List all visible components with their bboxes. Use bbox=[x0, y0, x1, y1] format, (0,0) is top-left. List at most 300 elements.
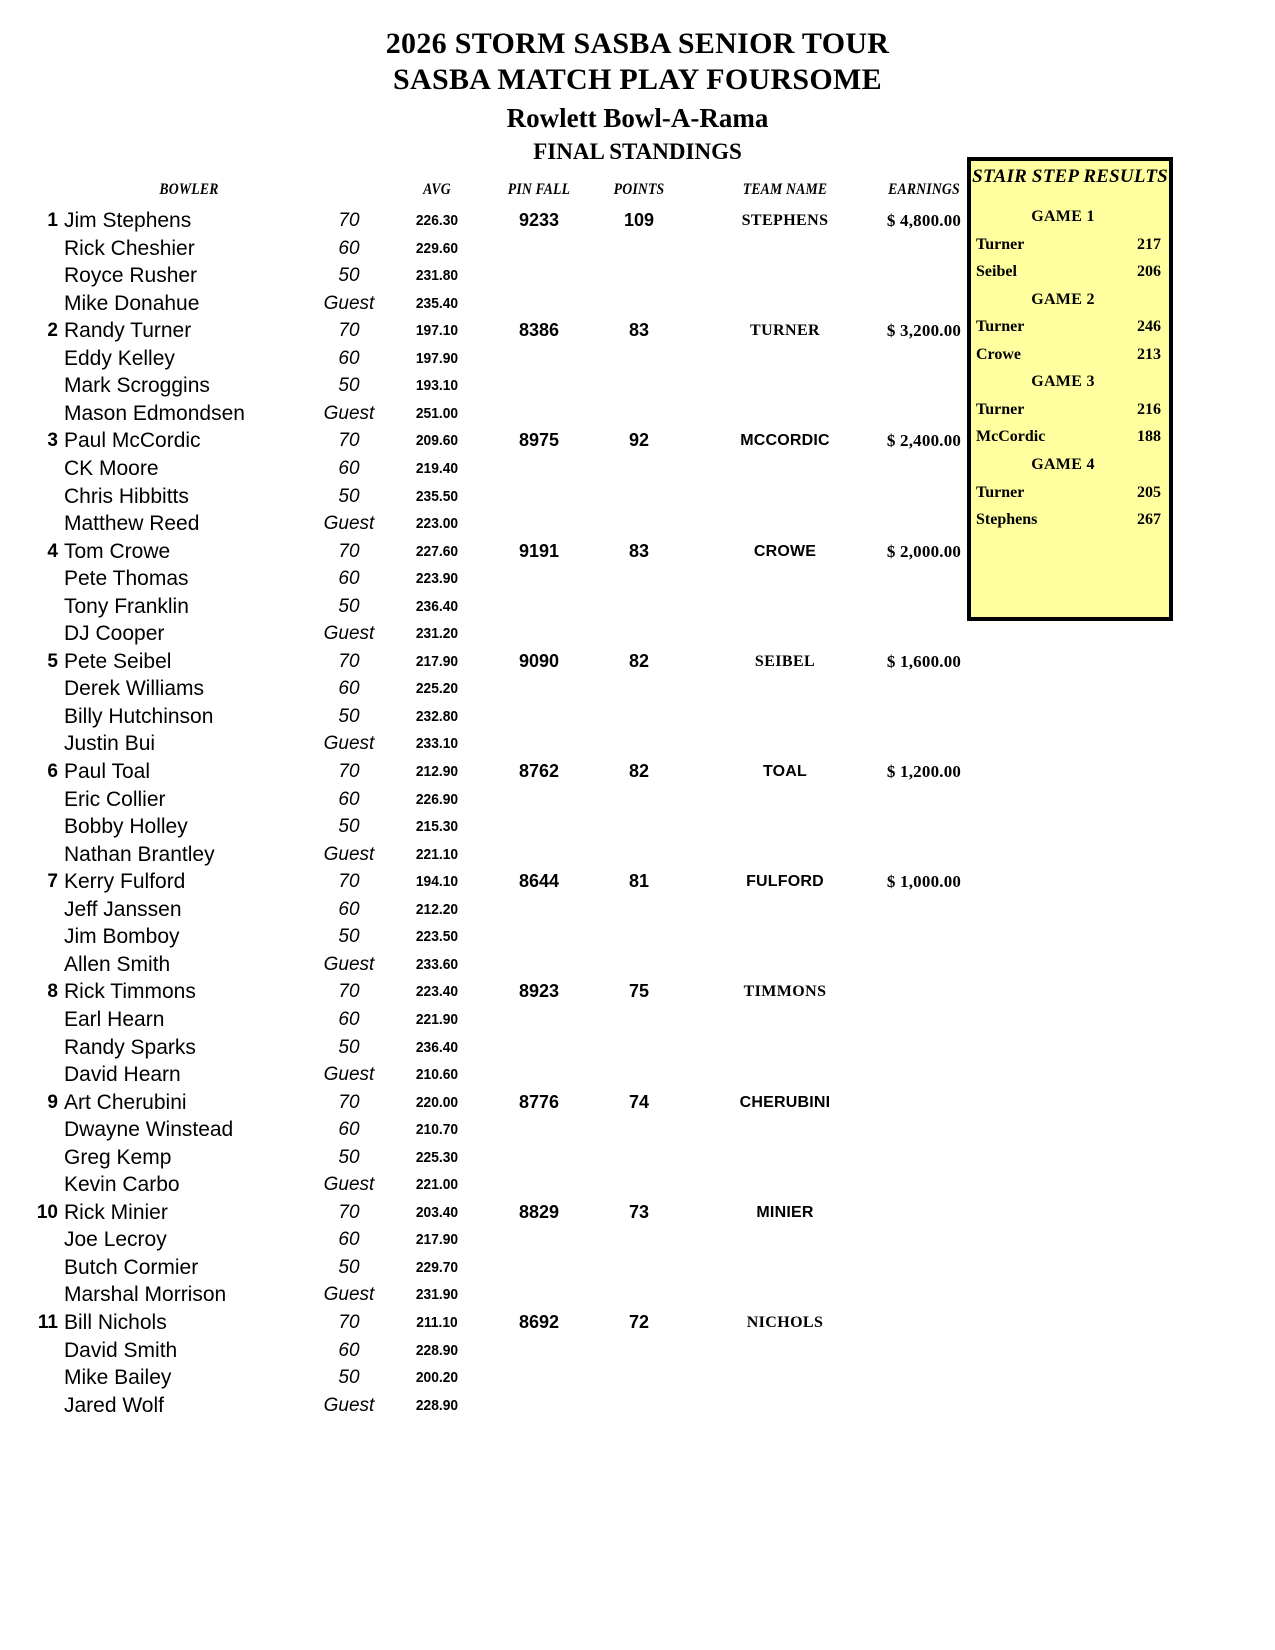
table-row bbox=[0, 620, 1275, 648]
stair-step-team-name: Seibel bbox=[976, 263, 1017, 281]
row-points bbox=[598, 1144, 680, 1172]
row-pin-fall bbox=[498, 483, 580, 511]
row-bowler-name: Chris Hibbitts bbox=[64, 484, 189, 508]
row-rank: 2 bbox=[47, 320, 58, 342]
row-average: 231.90 bbox=[415, 1286, 459, 1304]
row-average: 210.60 bbox=[415, 1066, 459, 1084]
row-bowler-name: Matthew Reed bbox=[64, 512, 200, 536]
stair-step-match-row bbox=[971, 423, 1169, 451]
row-avg-code: Guest bbox=[323, 1174, 375, 1196]
row-earnings bbox=[872, 235, 976, 263]
row-pin-fall bbox=[498, 1254, 580, 1282]
row-average: 225.30 bbox=[415, 1148, 459, 1166]
row-avg-code: 60 bbox=[338, 457, 360, 479]
row-bowler-name: Pete Seibel bbox=[64, 649, 172, 673]
row-earnings bbox=[872, 1006, 976, 1034]
row-team-name bbox=[700, 1144, 870, 1172]
row-pin-fall bbox=[498, 1171, 580, 1199]
row-avg-code: Guest bbox=[323, 623, 375, 645]
row-bowler-name: Derek Williams bbox=[64, 677, 205, 701]
row-average: 227.60 bbox=[415, 542, 459, 560]
row-average: 212.20 bbox=[415, 900, 459, 918]
row-points bbox=[598, 841, 680, 869]
row-team-name bbox=[700, 1061, 870, 1089]
row-average: 211.10 bbox=[416, 1314, 458, 1331]
row-pin-fall bbox=[498, 1281, 580, 1309]
row-bowler-name: Justin Bui bbox=[64, 732, 156, 756]
row-team-name bbox=[700, 841, 870, 869]
row-pin-fall bbox=[498, 813, 580, 841]
row-bowler-name: Jeff Janssen bbox=[64, 897, 182, 921]
stair-step-team-name: Crowe bbox=[976, 345, 1022, 363]
row-average: 221.90 bbox=[415, 1010, 459, 1028]
row-earnings bbox=[872, 1364, 976, 1392]
stair-step-score: 213 bbox=[1137, 345, 1161, 363]
row-pin-fall bbox=[498, 1226, 580, 1254]
row-pin-fall bbox=[498, 400, 580, 428]
row-avg-code: 60 bbox=[338, 898, 360, 920]
row-points bbox=[598, 813, 680, 841]
stair-step-team-name: Turner bbox=[976, 483, 1025, 501]
table-row bbox=[0, 1226, 1275, 1254]
row-average: 219.40 bbox=[415, 459, 459, 477]
row-average: 235.40 bbox=[415, 294, 459, 312]
row-pin-fall bbox=[498, 675, 580, 703]
row-avg-code: Guest bbox=[323, 292, 375, 314]
row-team-name bbox=[700, 1171, 870, 1199]
row-avg-code: 60 bbox=[338, 788, 360, 810]
table-row bbox=[0, 1061, 1275, 1089]
row-bowler-name: Mark Scroggins bbox=[64, 374, 210, 398]
row-team-name bbox=[700, 593, 870, 621]
row-pin-fall: 9191 bbox=[518, 540, 560, 561]
row-average: 217.90 bbox=[415, 1231, 459, 1249]
row-rank bbox=[20, 1061, 58, 1089]
row-earnings bbox=[872, 262, 976, 290]
row-team-name bbox=[700, 1034, 870, 1062]
row-average: 229.70 bbox=[415, 1258, 459, 1276]
stair-step-score: 205 bbox=[1137, 483, 1161, 501]
row-points bbox=[598, 483, 680, 511]
row-points bbox=[598, 786, 680, 814]
stair-step-results-panel bbox=[967, 157, 1173, 621]
column-header-earnings: EARNINGS bbox=[888, 181, 960, 198]
row-points bbox=[598, 951, 680, 979]
stair-step-score: 267 bbox=[1137, 511, 1161, 529]
row-earnings bbox=[872, 1281, 976, 1309]
row-average: 212.90 bbox=[415, 763, 459, 780]
row-bowler-name: Jim Bomboy bbox=[64, 925, 180, 949]
row-pin-fall bbox=[498, 593, 580, 621]
row-points: 75 bbox=[628, 981, 650, 1002]
row-points: 83 bbox=[628, 320, 650, 341]
row-earnings bbox=[872, 455, 976, 483]
row-team-name bbox=[700, 703, 870, 731]
row-rank bbox=[20, 1254, 58, 1282]
row-team-name: STEPHENS bbox=[741, 212, 829, 229]
row-avg-code: 50 bbox=[338, 926, 360, 948]
row-average: 228.90 bbox=[415, 1341, 459, 1359]
row-points: 83 bbox=[628, 540, 650, 561]
row-avg-code: 50 bbox=[338, 1367, 360, 1389]
row-average: 197.10 bbox=[415, 322, 459, 340]
row-average: 233.60 bbox=[415, 955, 459, 973]
row-team-name bbox=[700, 951, 870, 979]
row-rank: 8 bbox=[47, 981, 58, 1003]
stair-step-match-row bbox=[971, 506, 1169, 534]
row-average: 229.60 bbox=[415, 239, 459, 257]
row-rank: 6 bbox=[47, 761, 58, 782]
row-earnings bbox=[872, 483, 976, 511]
row-pin-fall: 8923 bbox=[518, 981, 560, 1002]
stair-step-match-row bbox=[971, 313, 1169, 341]
row-bowler-name: Royce Rusher bbox=[64, 264, 198, 288]
row-rank: 3 bbox=[47, 430, 58, 452]
row-avg-code: 70 bbox=[338, 871, 360, 893]
row-bowler-name: Earl Hearn bbox=[64, 1007, 165, 1031]
row-points bbox=[598, 896, 680, 924]
row-pin-fall bbox=[498, 730, 580, 758]
row-average: 223.00 bbox=[415, 515, 459, 533]
stair-step-game-label: GAME 3 bbox=[1031, 373, 1095, 391]
table-row bbox=[0, 648, 1275, 676]
row-bowler-name: David Hearn bbox=[64, 1063, 181, 1087]
tour-title: 2026 STORM SASBA SENIOR TOUR bbox=[385, 27, 890, 60]
row-earnings bbox=[872, 1061, 976, 1089]
stair-step-score: 246 bbox=[1137, 318, 1161, 336]
table-row bbox=[0, 1089, 1275, 1117]
row-bowler-name: Paul McCordic bbox=[64, 429, 201, 453]
row-average: 223.50 bbox=[415, 928, 459, 946]
row-avg-code: 70 bbox=[338, 210, 360, 231]
row-earnings bbox=[872, 1144, 976, 1172]
row-team-name: MCCORDIC bbox=[740, 432, 830, 450]
table-row bbox=[0, 868, 1275, 896]
row-rank bbox=[20, 455, 58, 483]
stair-step-game-label: GAME 2 bbox=[1031, 290, 1095, 308]
row-pin-fall bbox=[498, 510, 580, 538]
row-average: 231.20 bbox=[415, 625, 459, 643]
row-earnings bbox=[872, 1337, 976, 1365]
table-row bbox=[0, 1337, 1275, 1365]
row-average: 215.30 bbox=[415, 818, 459, 836]
row-rank bbox=[20, 400, 58, 428]
row-average: 210.70 bbox=[415, 1121, 459, 1139]
row-rank bbox=[20, 896, 58, 924]
table-row bbox=[0, 923, 1275, 951]
row-pin-fall bbox=[498, 235, 580, 263]
row-rank bbox=[20, 1337, 58, 1365]
row-avg-code: 50 bbox=[338, 1146, 360, 1168]
row-bowler-name: Dwayne Winstead bbox=[64, 1118, 234, 1142]
row-average: 236.40 bbox=[415, 597, 459, 615]
row-rank bbox=[20, 345, 58, 373]
row-points bbox=[598, 1281, 680, 1309]
row-bowler-name: Eddy Kelley bbox=[64, 346, 175, 370]
row-earnings bbox=[872, 1089, 976, 1117]
column-header-pin-fall: PIN FALL bbox=[507, 181, 571, 198]
row-avg-code: 60 bbox=[338, 1339, 360, 1361]
row-points bbox=[598, 1337, 680, 1365]
table-row bbox=[0, 703, 1275, 731]
row-avg-code: Guest bbox=[323, 1394, 375, 1416]
row-team-name bbox=[700, 290, 870, 318]
row-average: 251.00 bbox=[415, 404, 459, 422]
row-avg-code: 70 bbox=[338, 1312, 360, 1333]
row-earnings: $ 2,400.00 bbox=[886, 431, 962, 451]
row-bowler-name: Mason Edmondsen bbox=[64, 401, 245, 425]
row-bowler-name: Kevin Carbo bbox=[64, 1173, 180, 1197]
row-bowler-name: Jim Stephens bbox=[64, 209, 192, 232]
row-earnings bbox=[872, 1226, 976, 1254]
row-avg-code: Guest bbox=[323, 402, 375, 424]
row-team-name bbox=[700, 1226, 870, 1254]
stair-step-game-label: GAME 4 bbox=[1031, 455, 1095, 473]
row-rank bbox=[20, 923, 58, 951]
row-rank bbox=[20, 730, 58, 758]
row-points bbox=[598, 262, 680, 290]
row-average: 223.90 bbox=[415, 570, 459, 588]
row-bowler-name: Eric Collier bbox=[64, 787, 166, 811]
row-average: 226.90 bbox=[415, 790, 459, 808]
row-bowler-name: DJ Cooper bbox=[64, 622, 165, 646]
row-points bbox=[598, 1061, 680, 1089]
table-row bbox=[0, 730, 1275, 758]
row-earnings bbox=[872, 1171, 976, 1199]
row-bowler-name: Mike Donahue bbox=[64, 291, 200, 315]
row-avg-code: 50 bbox=[338, 485, 360, 507]
row-pin-fall bbox=[498, 620, 580, 648]
row-avg-code: Guest bbox=[323, 843, 375, 865]
row-earnings bbox=[872, 1309, 976, 1337]
row-points bbox=[598, 290, 680, 318]
row-avg-code: Guest bbox=[323, 513, 375, 535]
row-bowler-name: Billy Hutchinson bbox=[64, 704, 214, 728]
row-bowler-name: Paul Toal bbox=[64, 760, 151, 783]
row-pin-fall bbox=[498, 951, 580, 979]
row-rank bbox=[20, 841, 58, 869]
row-avg-code: Guest bbox=[323, 733, 375, 755]
row-team-name bbox=[700, 1392, 870, 1420]
row-avg-code: 50 bbox=[338, 816, 360, 838]
row-team-name: NICHOLS bbox=[746, 1314, 824, 1331]
row-rank bbox=[20, 565, 58, 593]
row-points bbox=[598, 1034, 680, 1062]
row-rank bbox=[20, 235, 58, 263]
row-team-name: TOAL bbox=[762, 763, 808, 780]
row-average: 233.10 bbox=[415, 735, 459, 753]
row-rank bbox=[20, 593, 58, 621]
row-points bbox=[598, 1364, 680, 1392]
row-earnings bbox=[872, 372, 976, 400]
row-avg-code: Guest bbox=[323, 1064, 375, 1086]
table-row bbox=[0, 786, 1275, 814]
row-bowler-name: David Smith bbox=[64, 1338, 178, 1362]
row-earnings: $ 1,600.00 bbox=[886, 651, 962, 671]
row-rank bbox=[20, 1171, 58, 1199]
row-rank: 5 bbox=[47, 650, 58, 672]
row-pin-fall bbox=[498, 455, 580, 483]
row-average: 200.20 bbox=[415, 1369, 459, 1387]
row-rank bbox=[20, 483, 58, 511]
table-row bbox=[0, 1034, 1275, 1062]
stair-step-match-row bbox=[971, 396, 1169, 424]
row-points bbox=[598, 345, 680, 373]
table-row bbox=[0, 1392, 1275, 1420]
row-rank bbox=[20, 1034, 58, 1062]
row-team-name bbox=[700, 786, 870, 814]
row-pin-fall bbox=[498, 565, 580, 593]
stair-step-match-row bbox=[971, 231, 1169, 259]
column-header-points: POINTS bbox=[613, 181, 665, 198]
row-pin-fall: 8762 bbox=[518, 761, 560, 781]
row-earnings: $ 4,800.00 bbox=[886, 211, 962, 230]
row-pin-fall bbox=[498, 1392, 580, 1420]
row-team-name bbox=[700, 813, 870, 841]
row-rank bbox=[20, 1392, 58, 1420]
row-average: 225.20 bbox=[415, 680, 459, 698]
row-avg-code: 50 bbox=[338, 265, 360, 287]
row-team-name bbox=[700, 483, 870, 511]
row-pin-fall bbox=[498, 262, 580, 290]
row-points bbox=[598, 1392, 680, 1420]
row-team-name: TURNER bbox=[750, 322, 820, 340]
row-rank bbox=[20, 1116, 58, 1144]
row-team-name bbox=[700, 620, 870, 648]
row-pin-fall: 8386 bbox=[518, 320, 560, 341]
stair-step-title: STAIR STEP RESULTS bbox=[972, 166, 1168, 187]
row-avg-code: 70 bbox=[338, 981, 360, 1003]
row-rank bbox=[20, 951, 58, 979]
stair-step-match-row bbox=[971, 341, 1169, 369]
row-rank bbox=[20, 372, 58, 400]
row-bowler-name: Pete Thomas bbox=[64, 567, 189, 591]
row-bowler-name: Marshal Morrison bbox=[64, 1283, 227, 1307]
row-earnings: $ 1,000.00 bbox=[886, 872, 962, 892]
row-pin-fall bbox=[498, 1364, 580, 1392]
row-rank bbox=[20, 1144, 58, 1172]
table-row bbox=[0, 1116, 1275, 1144]
row-team-name bbox=[700, 730, 870, 758]
row-team-name bbox=[700, 345, 870, 373]
row-rank bbox=[20, 1006, 58, 1034]
row-avg-code: 60 bbox=[338, 347, 360, 369]
row-pin-fall: 9233 bbox=[518, 210, 560, 230]
row-rank: 9 bbox=[47, 1091, 58, 1113]
row-pin-fall bbox=[498, 841, 580, 869]
row-earnings bbox=[872, 593, 976, 621]
row-team-name bbox=[700, 1281, 870, 1309]
row-average: 236.40 bbox=[415, 1038, 459, 1056]
row-team-name bbox=[700, 896, 870, 924]
row-earnings: $ 1,200.00 bbox=[886, 762, 962, 781]
stair-step-match-row bbox=[971, 258, 1169, 286]
row-average: 217.90 bbox=[415, 652, 459, 670]
row-avg-code: 50 bbox=[338, 1256, 360, 1278]
table-row bbox=[0, 1309, 1275, 1337]
table-row bbox=[0, 841, 1275, 869]
row-rank bbox=[20, 1364, 58, 1392]
row-points: 82 bbox=[628, 650, 650, 671]
row-points: 81 bbox=[628, 871, 650, 892]
table-row bbox=[0, 1199, 1275, 1227]
row-team-name bbox=[700, 565, 870, 593]
row-earnings bbox=[872, 1254, 976, 1282]
row-earnings bbox=[872, 730, 976, 758]
row-earnings bbox=[872, 951, 976, 979]
row-pin-fall bbox=[498, 1034, 580, 1062]
stair-step-team-name: Stephens bbox=[976, 511, 1038, 529]
stair-step-game-label: GAME 1 bbox=[1031, 208, 1095, 225]
row-bowler-name: Greg Kemp bbox=[64, 1145, 172, 1169]
row-points bbox=[598, 1254, 680, 1282]
row-points bbox=[598, 235, 680, 263]
row-pin-fall bbox=[498, 372, 580, 400]
row-earnings bbox=[872, 978, 976, 1006]
row-points: 109 bbox=[623, 210, 655, 230]
row-points bbox=[598, 510, 680, 538]
row-avg-code: 70 bbox=[338, 650, 360, 672]
row-avg-code: 60 bbox=[338, 1008, 360, 1030]
row-rank: 10 bbox=[36, 1201, 58, 1223]
row-earnings bbox=[872, 923, 976, 951]
row-points bbox=[598, 372, 680, 400]
row-points bbox=[598, 400, 680, 428]
row-team-name bbox=[700, 372, 870, 400]
row-bowler-name: CK Moore bbox=[64, 456, 159, 480]
row-rank bbox=[20, 786, 58, 814]
row-team-name bbox=[700, 235, 870, 263]
row-bowler-name: Butch Cormier bbox=[64, 1255, 199, 1279]
row-avg-code: 70 bbox=[338, 430, 360, 452]
row-team-name: CROWE bbox=[753, 542, 817, 560]
row-bowler-name: Kerry Fulford bbox=[64, 870, 186, 894]
row-rank bbox=[20, 620, 58, 648]
row-avg-code: 70 bbox=[338, 540, 360, 562]
row-bowler-name: Rick Timmons bbox=[64, 980, 196, 1004]
table-row bbox=[0, 896, 1275, 924]
row-bowler-name: Mike Bailey bbox=[64, 1366, 172, 1390]
row-avg-code: 50 bbox=[338, 1036, 360, 1058]
row-avg-code: 60 bbox=[338, 568, 360, 590]
row-earnings bbox=[872, 1034, 976, 1062]
row-bowler-name: Bill Nichols bbox=[64, 1311, 167, 1334]
row-points: 82 bbox=[628, 761, 650, 781]
row-rank bbox=[20, 703, 58, 731]
row-average: 223.40 bbox=[415, 983, 459, 1001]
table-row bbox=[0, 1171, 1275, 1199]
row-average: 193.10 bbox=[415, 377, 459, 395]
stair-step-team-name: Turner bbox=[976, 318, 1025, 336]
row-bowler-name: Jared Wolf bbox=[64, 1393, 164, 1417]
row-points bbox=[598, 1171, 680, 1199]
table-row bbox=[0, 1364, 1275, 1392]
row-earnings bbox=[872, 703, 976, 731]
row-rank bbox=[20, 510, 58, 538]
row-avg-code: 60 bbox=[338, 1229, 360, 1251]
row-average: 232.80 bbox=[415, 707, 459, 725]
row-avg-code: 50 bbox=[338, 595, 360, 617]
stair-step-match-row bbox=[971, 479, 1169, 507]
row-pin-fall bbox=[498, 703, 580, 731]
row-avg-code: Guest bbox=[323, 1284, 375, 1306]
row-earnings bbox=[872, 896, 976, 924]
row-team-name bbox=[700, 455, 870, 483]
row-avg-code: 50 bbox=[338, 375, 360, 397]
row-rank bbox=[20, 813, 58, 841]
row-earnings bbox=[872, 1392, 976, 1420]
row-points bbox=[598, 1116, 680, 1144]
